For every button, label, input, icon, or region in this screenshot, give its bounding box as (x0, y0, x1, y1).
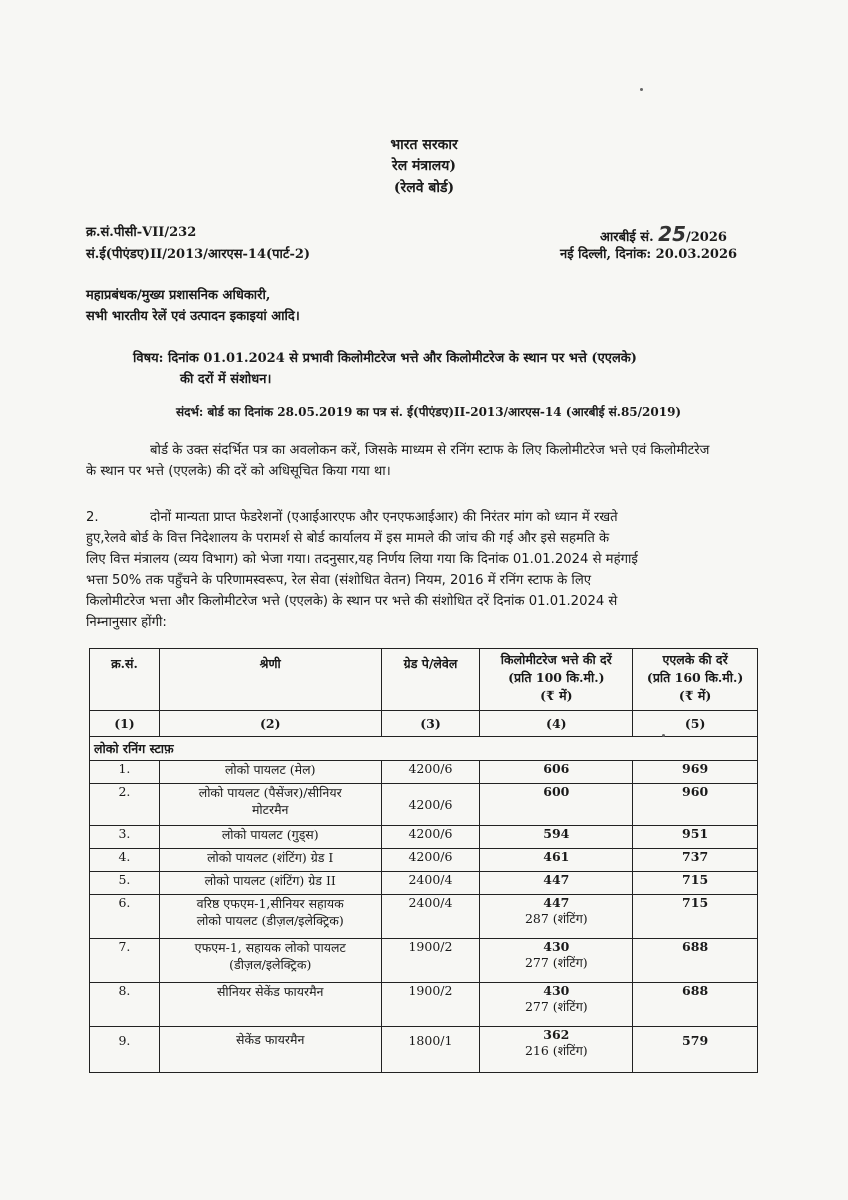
row-grade: 4200/6 (381, 849, 480, 872)
row-alk-rate: 688 (633, 939, 758, 983)
row-sno: 3. (90, 826, 160, 849)
row-alk-rate: 579 (633, 1027, 758, 1073)
rbe-number: आरबीई सं. 25/2026 (600, 222, 727, 246)
row-km-rate: 461 (480, 849, 633, 872)
row-category: लोको पायलट (पैसेंजर)/सीनियर मोटरमैन (159, 784, 381, 826)
row-category: लोको पायलट (शंटिंग) ग्रेड II (159, 872, 381, 895)
table-row (90, 1027, 758, 1073)
row-km-rate: 594 (480, 826, 633, 849)
row-category: लोको पायलट (गुड्स) (159, 826, 381, 849)
section-title: लोको रनिंग स्टाफ़ (90, 737, 758, 761)
column-number-row (90, 711, 758, 737)
section-row (90, 737, 758, 761)
paragraph-1 (86, 440, 762, 482)
row-grade: 4200/6 (381, 784, 480, 826)
row-km-rate: 430 277 (शंटिंग) (480, 939, 633, 983)
row-km-rate: 362 216 (शंटिंग) (480, 1027, 633, 1073)
table-row (90, 784, 758, 826)
table-row (90, 939, 758, 983)
table-row (90, 872, 758, 895)
ref-file-number: सं.ई(पीएंडए)II/2013/आरएस-14(पार्ट-2) (86, 247, 311, 262)
col-header-grade: ग्रेड पे/लेवेल (381, 649, 480, 711)
table-row (90, 826, 758, 849)
row-grade: 2400/4 (381, 895, 480, 939)
header-line-1: भारत सरकार (390, 137, 458, 153)
row-category: सेकेंड फायरमैन (159, 1027, 381, 1073)
colnum-3: (3) (381, 711, 480, 737)
colnum-4: (4) (480, 711, 633, 737)
paragraph-1-line-2: के स्थान पर भत्ते (एएलके) की दरें को अधिसूचित किया गया था। (86, 464, 391, 479)
table-row (90, 849, 758, 872)
table-row (90, 895, 758, 939)
row-sno: 4. (90, 849, 160, 872)
colnum-2: (2) (159, 711, 381, 737)
row-sno: 2. (90, 784, 160, 826)
row-alk-rate: 960 (633, 784, 758, 826)
row-km-rate: 447 287 (शंटिंग) (480, 895, 633, 939)
ref-pc-number: क्र.सं.पीसी-VII/232 (86, 225, 197, 240)
row-sno: 6. (90, 895, 160, 939)
paragraph-2-line-1: दोनों मान्यता प्राप्त फेडरेशनों (एआईआरएफ और एनएफआईआर) की निरंतर मांग को ध्यान में रखते (150, 510, 618, 525)
handwritten-number: 25 (658, 222, 686, 246)
col-header-sno: क्र.सं. (90, 649, 160, 711)
addressee-line-2: सभी भारतीय रेलें एवं उत्पादन इकाइयां आदि। (86, 309, 300, 324)
paragraph-2-line-2: हुए,रेलवे बोर्ड के वित्त निदेशालय के परामर्श से बोर्ड कार्यालय में इस मामले की जांच की गई और इसे सहमति के (86, 531, 610, 546)
header-line-3: (रेलवे बोर्ड) (393, 180, 455, 196)
addressee-line-1: महाप्रबंधक/मुख्य प्रशासनिक अधिकारी, (86, 288, 271, 303)
row-category: लोको पायलट (शंटिंग) ग्रेड I (159, 849, 381, 872)
colnum-5: (5) (633, 711, 758, 737)
place-date: नई दिल्ली, दिनांक: 20.03.2026 (560, 247, 738, 262)
row-sno: 5. (90, 872, 160, 895)
scan-speck (640, 88, 643, 91)
table-header-row (90, 649, 758, 711)
row-sno: 9. (90, 1027, 160, 1073)
paragraph-2-line-5: किलोमीटरेज भत्ता और किलोमीटरेज भत्ते (एएलके) के स्थान पर भत्ते की संशोधित दरें दिनांक 01.01.2024 से (86, 594, 618, 609)
table-row (90, 761, 758, 784)
col-header-alk-rate: एएलके की दरें (प्रति 160 कि.मी.) (₹ में) (633, 649, 758, 711)
paragraph-2 (86, 507, 762, 633)
paragraph-2-line-3: लिए वित्त मंत्रालय (व्यय विभाग) को भेजा गया। तदनुसार,यह निर्णय लिया गया कि दिनांक 01.01.2024 से महंगाई (86, 552, 638, 567)
row-km-rate: 447 (480, 872, 633, 895)
col-header-km-rate: किलोमीटरेज भत्ते की दरें (प्रति 100 कि.मी.) (₹ में) (480, 649, 633, 711)
subject-line-2: की दरों में संशोधन। (180, 372, 272, 387)
paragraph-2-line-6: निम्नानुसार होंगी: (86, 615, 167, 630)
row-km-rate: 600 (480, 784, 633, 826)
row-sno: 7. (90, 939, 160, 983)
row-alk-rate: 951 (633, 826, 758, 849)
row-grade: 4200/6 (381, 826, 480, 849)
subject-line-1: विषय: दिनांक 01.01.2024 से प्रभावी किलोमीटरेज भत्ते और किलोमीटरेज के स्थान पर भत्ते (एएलके) (133, 351, 637, 366)
row-alk-rate: 969 (633, 761, 758, 784)
row-category: एफएम-1, सहायक लोको पायलट (डीज़ल/इलेक्ट्रिक) (159, 939, 381, 983)
reference-line: संदर्भ: बोर्ड का दिनांक 28.05.2019 का पत्र सं. ई(पीएंडए)II-2013/आरएस-14 (आरबीई सं.85/2019) (176, 405, 682, 419)
row-alk-rate: 715 (633, 872, 758, 895)
rates-table (89, 648, 758, 1073)
col-header-category: श्रेणी (159, 649, 381, 711)
row-grade: 2400/4 (381, 872, 480, 895)
row-sno: 8. (90, 983, 160, 1027)
row-km-rate: 430 277 (शंटिंग) (480, 983, 633, 1027)
paragraph-2-number: 2. (86, 510, 99, 525)
row-grade: 1800/1 (381, 1027, 480, 1073)
row-grade: 1900/2 (381, 939, 480, 983)
row-category: वरिष्ठ एफएम-1,सीनियर सहायक लोको पायलट (डीज़ल/इलेक्ट्रिक) (159, 895, 381, 939)
row-alk-rate: 715 (633, 895, 758, 939)
colnum-1: (1) (90, 711, 160, 737)
row-alk-rate: 688 (633, 983, 758, 1027)
row-alk-rate: 737 (633, 849, 758, 872)
paragraph-2-line-4: भत्ता 50% तक पहुँचने के परिणामस्वरूप, रेल सेवा (संशोधित वेतन) नियम, 2016 में रनिंग स्टाफ के लिए (86, 573, 592, 588)
paragraph-1-line-1: बोर्ड के उक्त संदर्भित पत्र का अवलोकन करें, जिसके माध्यम से रनिंग स्टाफ के लिए किलोमीटरेज भत्ते एवं किलोमीटरेज (150, 443, 710, 458)
table-row (90, 983, 758, 1027)
row-sno: 1. (90, 761, 160, 784)
scan-speck (662, 734, 665, 737)
row-grade: 1900/2 (381, 983, 480, 1027)
row-category: लोको पायलट (मेल) (159, 761, 381, 784)
row-category: सीनियर सेकेंड फायरमैन (159, 983, 381, 1027)
header-line-2: रेल मंत्रालय) (391, 158, 457, 174)
row-grade: 4200/6 (381, 761, 480, 784)
row-km-rate: 606 (480, 761, 633, 784)
